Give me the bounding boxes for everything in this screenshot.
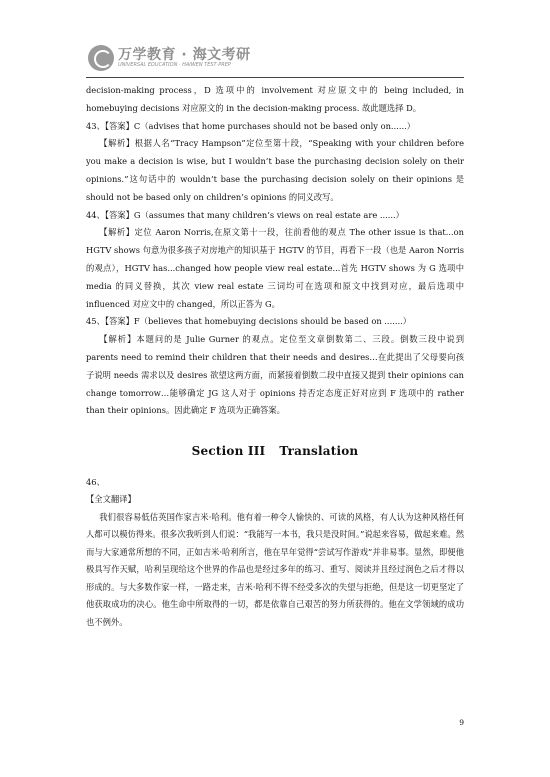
- paragraph-42-continued: decision-making process，D 选项中的 involvement 对应原文中的 being included, in homebuying decisions 对应原文的 in the decision-making process. 故此题选择 D。: [86, 85, 464, 113]
- brand-subtitle: UNIVERSAL EDUCATION · HAIWEN TEST PREP: [118, 62, 231, 68]
- section-label: Section III: [191, 444, 266, 459]
- translation-body: 我们很容易低估英国作家吉米·哈利。他有着一种令人愉快的、可读的风格，有人认为这种风格任何人都可以模仿得来。很多次我听到人们说：“我能写一本书，我只是没时间。”说起来容易，做起来难。然而与大家通常所想的不同，正如吉米·哈利所言，他在早年觉得“尝试写作游戏”并非易事。显然，即便他极具写作天赋，哈利呈现给这个世界的作品也是经过多年的练习、重写、阅读并且经过润色之后才得以形成的。与大多数作家一样，一路走来，吉米·哈利不得不经受多次的失望与拒绝，但是这一切更坚定了他获取成功的决心。他生命中所取得的一切，都是依靠自己艰苦的努力所获得的。他在文学领域的成功也不例外。: [86, 511, 464, 627]
- translation-heading: 【全文翻译】: [86, 494, 136, 505]
- analysis-43: 【解析】根据人名“Tracy Hampson”定位至第十段，“Speaking with your children before you make a decision is wise, but I wouldn’t base the purchasing decision solely on their opinions.”这句话中的 wouldn’t base the purchasing decision solely on their opinions 是 should not be based only on children’s opinions 的同义改写。: [86, 138, 464, 202]
- header-divider: [86, 77, 464, 78]
- question-number: 46、: [86, 476, 105, 487]
- logo-emblem-icon: [88, 45, 114, 71]
- section-title: Translation: [279, 444, 359, 459]
- brand-logo: [88, 44, 258, 74]
- brand-name: 万学教育 · 海文考研: [118, 47, 251, 63]
- answer-43: 43、【答案】C（advises that home purchases should not be based only on......）: [86, 120, 416, 131]
- page-content: [86, 82, 464, 631]
- answer-45: 45、【答案】F（believes that homebuying decisions should be based on .......）: [86, 316, 412, 327]
- answer-44: 44、【答案】G（assumes that many children’s views on real estate are ......）: [86, 209, 404, 220]
- translation-block: [86, 474, 464, 632]
- section-heading: [86, 443, 464, 461]
- analysis-45: 【解析】本题问的是 Julie Gurner 的观点。定位至文章倒数第二、三段。倒数三段中说到 parents need to remind their children that their needs and desires…在此提出了父母要向孩子说明 needs 需求以及 desires 欲望这两方面，而紧接着倒数二段中直接又提到 their opinions can change tomorrow…能够确定 JG 这人对于 opinions 持否定态度正好对应到 F 选项中的 rather than their opinions。因此确定 F 选项为正确答案。: [86, 334, 464, 416]
- analysis-44: 【解析】定位 Aaron Norris,在原文第十一段，往前看他的观点 The other issue is that...on HGTV shows 句意为很多孩子对房地产的知识基于 HGTV 的节目，再看下一段（也是 Aaron Norris 的观点），HGTV has...changed how people view real estate...首先 HGTV shows 为 G 选项中 media 的同义替换，其次 view real estate 三词均可在选项和原文中找到对应，最后选项中 influenced 对应文中的 changed，所以正答为 G。: [86, 227, 464, 309]
- page-number: 9: [459, 718, 464, 727]
